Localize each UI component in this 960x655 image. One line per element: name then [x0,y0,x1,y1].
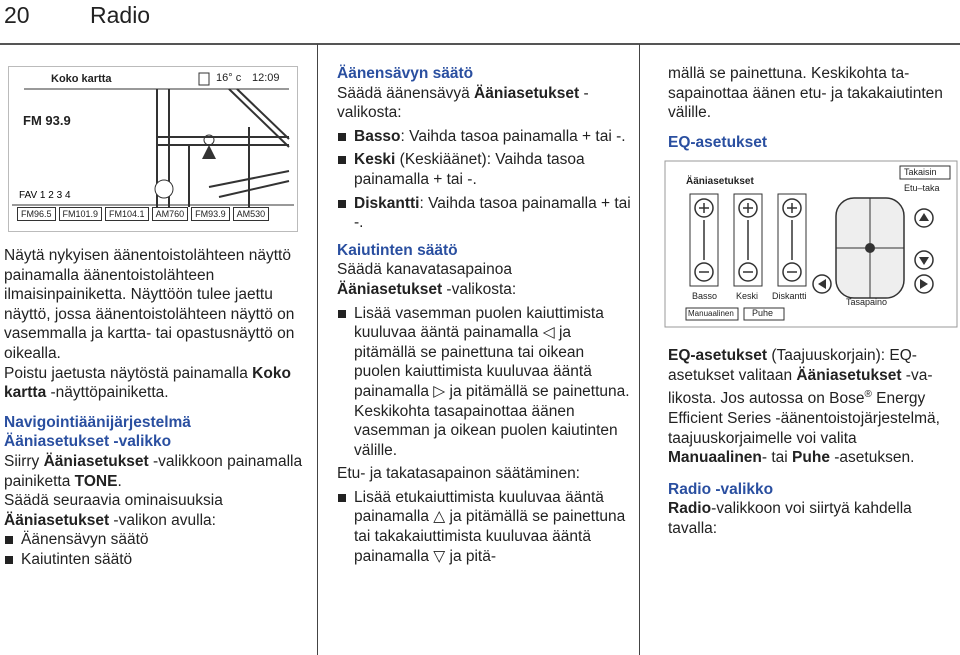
list-item: Lisää etukaiuttimista kuuluvaa ääntä painamalla △ ja pitämällä se painettuna tai takakaiuttimista kuuluvaa ääntä painamalla ▽ ja pitä- [337,488,633,566]
feature-list [4,530,304,569]
nav-time: 12:09 [252,72,280,84]
paragraph: Säädä kanavatasapainoa [337,261,512,279]
fade-list [337,488,633,566]
fav-label: FAV 1 2 3 4 [19,190,71,201]
list-item: Diskantti: Vaihda tasoa painamalla + tai -. [337,194,633,233]
heading-tone-adjust: Äänensävyn säätö [337,65,474,82]
paragraph: Poistu jaetusta näytöstä painamalla Koko kartta -näyttöpainiketta. [4,364,291,402]
treble-label: Diskantti [772,291,807,301]
preset-button: FM101.9 [59,207,103,221]
eq-title: Ääniasetukset [686,176,754,187]
preset-button: FM96.5 [17,207,56,221]
list-item: Kaiutinten säätö [4,550,304,570]
mid-label: Keski [736,291,759,301]
bass-label: Basso [692,291,718,301]
paragraph: Etu- ja takatasapainon säätäminen: [337,465,580,483]
paragraph: Näytä nykyisen äänentoistolähteen näyttö painamalla äänentoistolähteen ilmaisinpainiketta. Näyttöön tulee jaettu näyttö, jossa äänentoistolähteen näyttö on vasemmalla ja kartta- tai opastusnäyttö on oikealla. [4,247,295,362]
paragraph: Radio-valikkoon voi siirtyä kahdella tavalla: [668,500,912,537]
page-header [0,0,960,44]
list-item: Lisää vasemman puolen kaiuttimista kuuluvaa ääntä painamalla ◁ ja pitämällä se painettuna tai oikean puolen kaiuttimista kuuluvaa ääntä painamalla ▷ ja pitämällä se painettuna. Keskikohta tasapainottaa äänen vasemman ja oikean puolen kaiutinten välille. [337,304,633,461]
section-title: Radio [90,2,151,28]
koko-kartta-term: Koko kartta [4,364,291,402]
column-2 [337,64,633,566]
column-divider [639,44,640,655]
list-item: Basso: Vaihda tasoa painamalla + tai -. [337,127,633,147]
column-3-lower [668,346,958,539]
preset-button: FM93.9 [191,207,230,221]
nav-screen-figure [8,66,298,232]
heading-sound-settings-menu: Navigointiäänijärjestelmä Ääniasetukset -valikko [4,413,191,451]
paragraph: mällä se painettuna. Keskikohta tasapainottaa äänen etu- ja takakaiutinten välille. [668,65,943,122]
balance-list [337,304,633,461]
heading-speaker-adjust: Kaiutinten säätö [337,241,458,259]
sound-settings-figure [664,160,960,330]
tone-term: TONE [74,472,118,490]
column-1 [4,246,304,570]
preset-button: FM104.1 [105,207,149,221]
nav-title: Koko kartta [51,73,112,85]
paragraph: Ääniasetukset -valikosta: [337,280,517,298]
paragraph: Siirry Ääniasetukset -valikkoon painamalla painiketta TONE. [4,452,303,490]
preset-button: AM760 [152,207,189,221]
manual-mode-button: Manuaalinen [688,309,734,318]
compass-icon [155,180,173,198]
preset-button: AM530 [233,207,270,221]
paragraph: Säädä seuraavia ominaisuuksia Ääniasetukset -valikon avulla: [4,492,223,529]
tone-list [337,127,633,233]
paragraph: EQ-asetukset (Taajuuskorjain): EQ-asetukset valitaan Ääniasetukset -valikosta. Jos autossa on Bose® Energy Efficient Series -äänentoistojärjestelmä, taajuuskorjaimelle voi valita Manuaalinen- tai Puhe -asetuksen. [668,347,940,467]
preset-row [17,207,269,221]
heading-eq-settings: EQ-asetukset [668,133,768,151]
header-rule [0,43,960,45]
back-button: Takaisin [904,167,937,177]
column-divider [317,44,318,655]
nav-station: FM 93.9 [23,113,71,128]
nav-temp: 16° c [216,72,242,84]
heading-radio-menu: Radio -valikko [668,480,774,498]
speech-mode-button: Puhe [752,308,774,318]
balance-label: Tasapaino [846,297,888,307]
list-item: Äänensävyn säätö [4,530,304,550]
page-number: 20 [4,2,30,28]
list-item: Keski (Keskiäänet): Vaihda tasoa painamalla + tai -. [337,150,633,189]
column-3 [668,64,958,152]
fade-label: Etu–taka [904,183,940,193]
paragraph: Säädä äänensävyä Ääniasetukset -valikosta: [337,84,589,122]
